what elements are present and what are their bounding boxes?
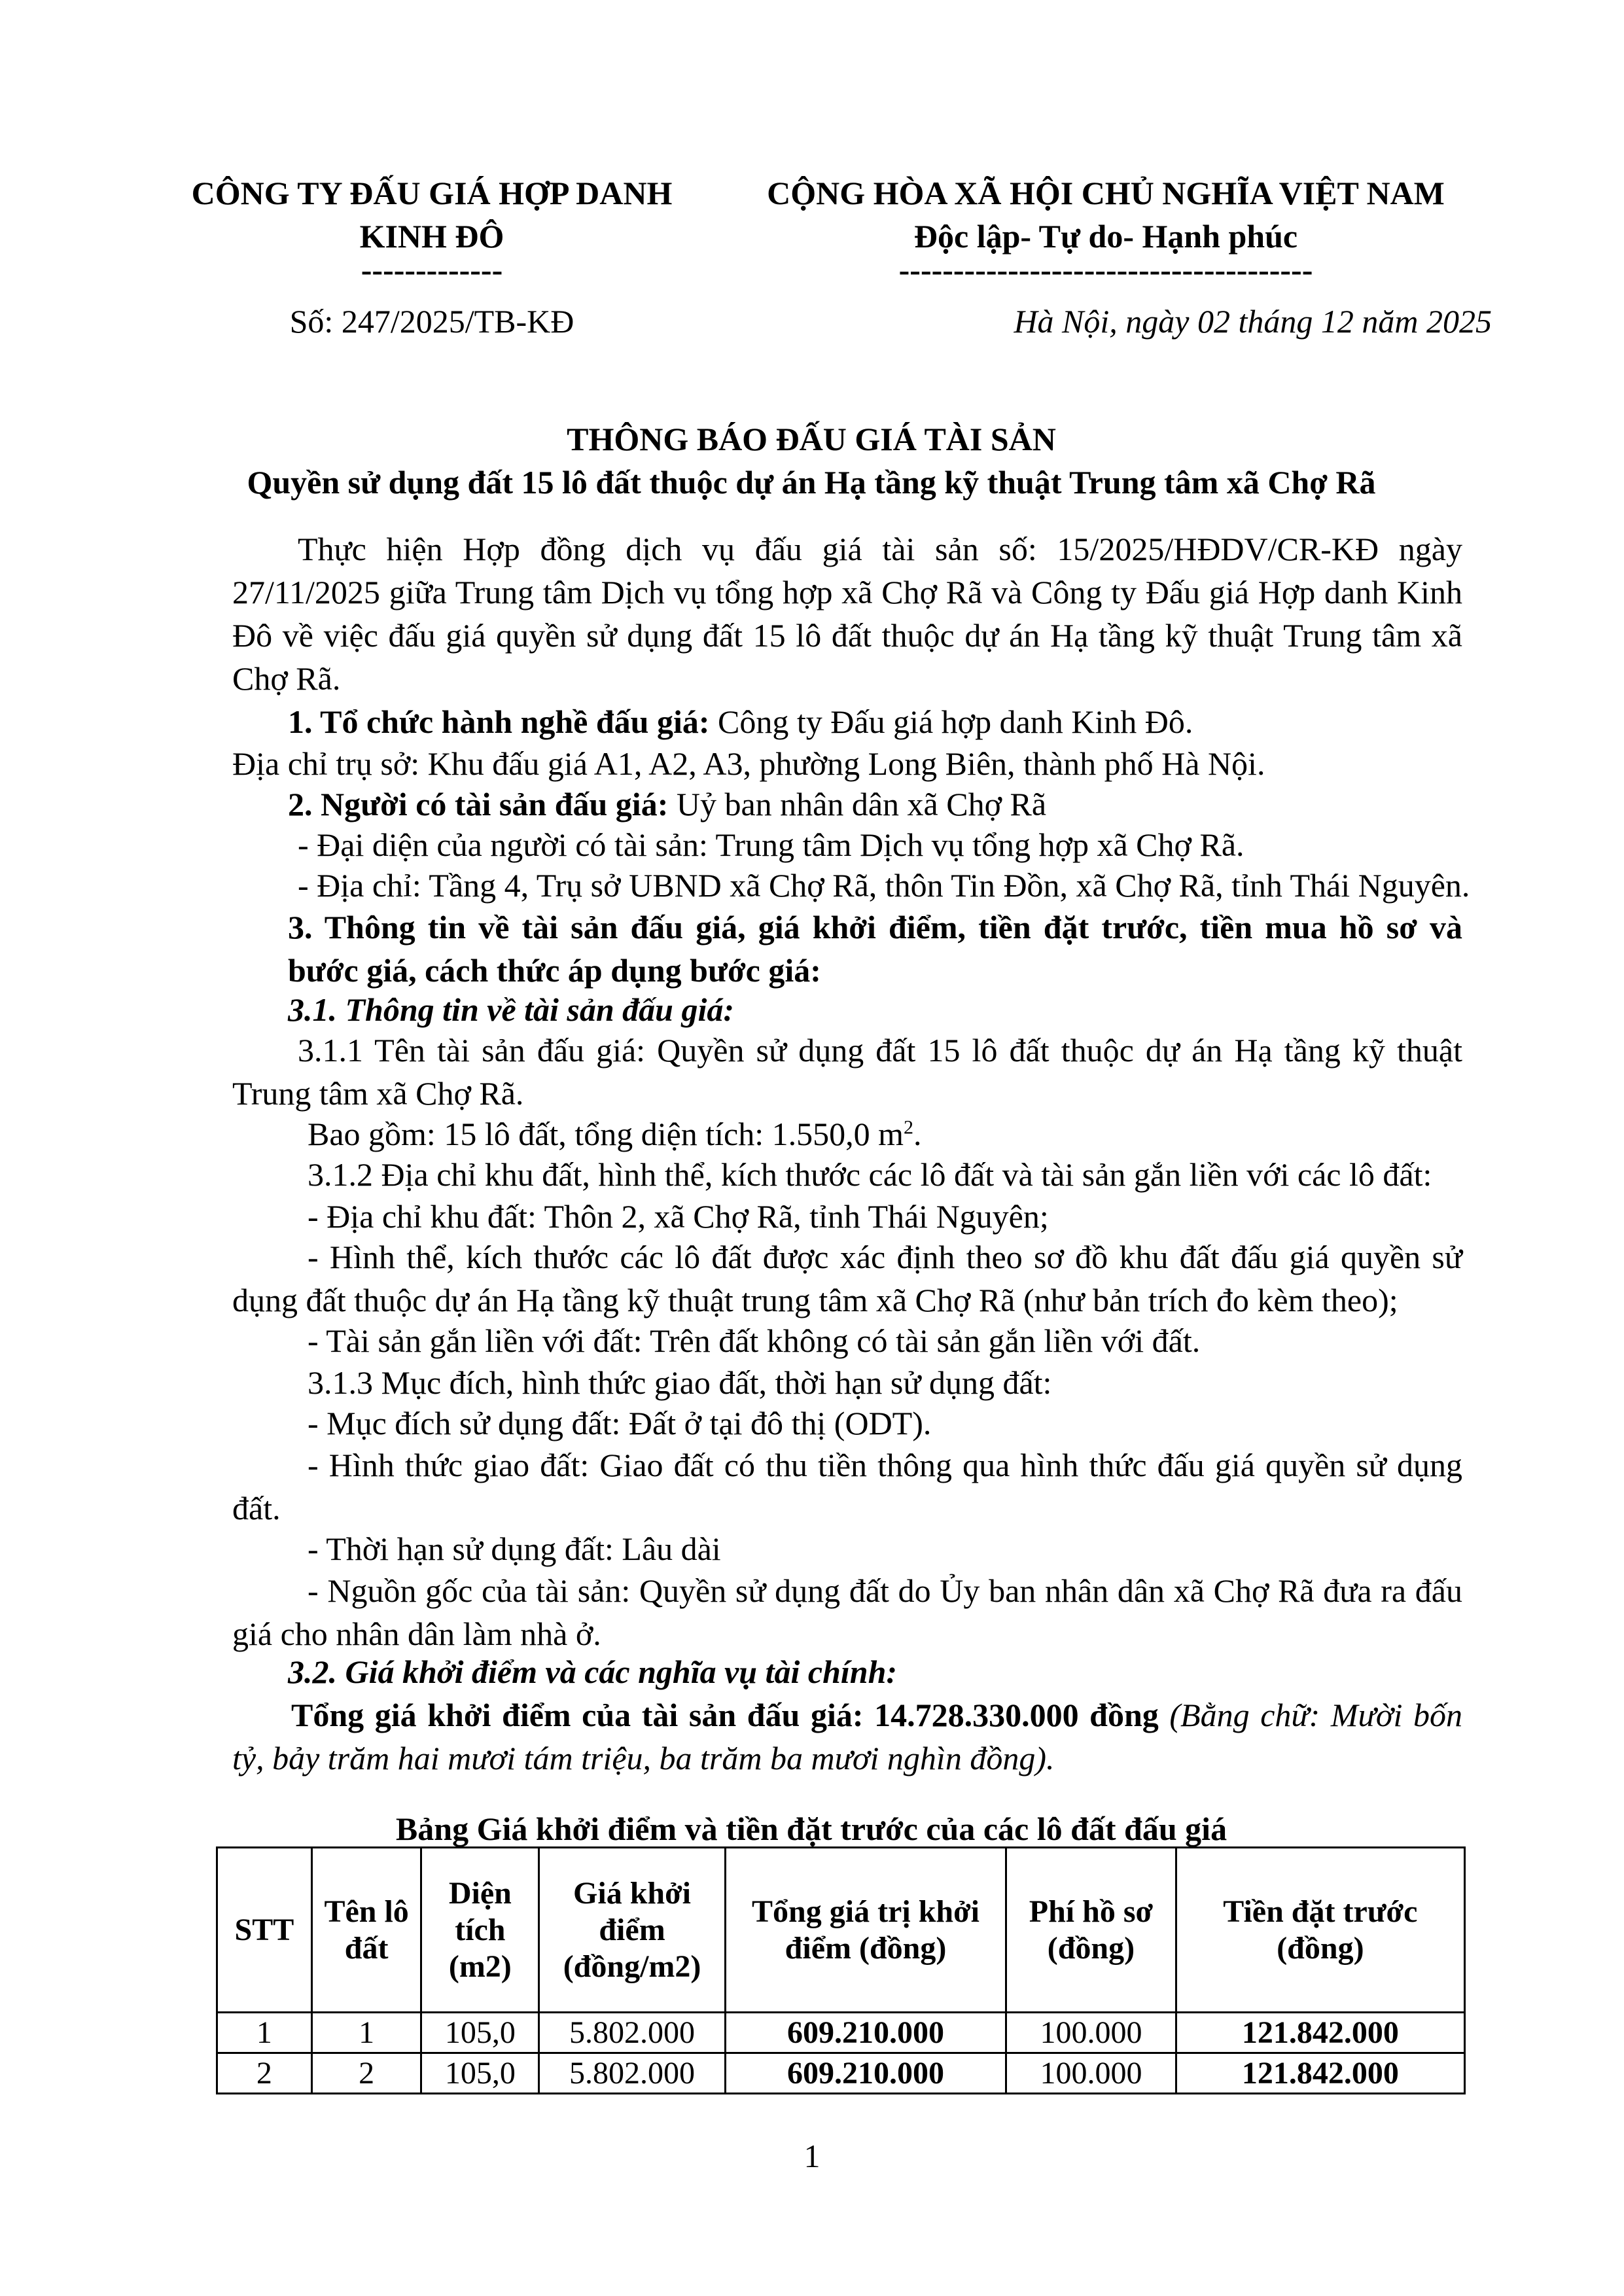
header-lot-name: Tên lô đất bbox=[311, 1848, 421, 2013]
document-number: Số: 247/2025/TB-KĐ bbox=[289, 303, 574, 340]
section-2-address: - Địa chỉ: Tầng 4, Trụ sở UBND xã Chợ Rã, thôn Tin Đồn, xã Chợ Rã, tỉnh Thái Nguyên. bbox=[298, 867, 1470, 904]
org-name-line2: KINH ĐÔ bbox=[359, 218, 504, 255]
header-stt: STT bbox=[217, 1848, 312, 2013]
section-2 bbox=[288, 783, 1046, 826]
header-area: Diện tích (m2) bbox=[421, 1848, 539, 2013]
header-unit-price: Giá khởi điểm (đồng/m2) bbox=[539, 1848, 726, 2013]
includes-text: Bao gồm: 15 lô đất, tổng diện tích: 1.550,0 m bbox=[308, 1116, 904, 1152]
cell-lot-name: 2 bbox=[311, 2053, 421, 2094]
section-3-1-3-term: - Thời hạn sử dụng đất: Lâu dài bbox=[308, 1530, 721, 1567]
document-date: Hà Nội, ngày 02 tháng 12 năm 2025 bbox=[1014, 303, 1492, 340]
section-1-address: Địa chỉ trụ sở: Khu đấu giá A1, A2, A3, phường Long Biên, thành phố Hà Nội. bbox=[232, 745, 1265, 782]
cell-area: 105,0 bbox=[421, 2013, 539, 2053]
section-3-1-heading: 3.1. Thông tin về tài sản đấu giá: bbox=[288, 991, 735, 1028]
cell-total-value: 609.210.000 bbox=[725, 2053, 1006, 2094]
cell-unit-price: 5.802.000 bbox=[539, 2013, 726, 2053]
nation-rule: -------------------------------------- bbox=[898, 251, 1313, 288]
section-2-value: Uỷ ban nhân dân xã Chợ Rã bbox=[676, 786, 1047, 822]
cell-stt: 2 bbox=[217, 2053, 312, 2094]
document-subtitle: Quyền sử dụng đất 15 lô đất thuộc dự án Hạ tầng kỹ thuật Trung tâm xã Chợ Rã bbox=[247, 464, 1376, 501]
intro-paragraph: Thực hiện Hợp đồng dịch vụ đấu giá tài sản số: 15/2025/HĐDV/CR-KĐ ngày 27/11/2025 giữa Trung tâm Dịch vụ tổng hợp xã Chợ Rã và Công ty Đấu giá Hợp danh Kinh Đô về việc đấu giá quyền sử dụng đất 15 lô đất thuộc dự án Hạ tầng kỹ thuật Trung tâm xã Chợ Rã. bbox=[232, 531, 1462, 697]
section-3-1-3-origin: - Nguồn gốc của tài sản: Quyền sử dụng đất do Ủy ban nhân dân xã Chợ Rã đưa ra đấu giá cho nhân dân làm nhà ở. bbox=[232, 1572, 1462, 1652]
cell-file-fee: 100.000 bbox=[1006, 2053, 1176, 2094]
section-2-label: 2. Người có tài sản đấu giá: bbox=[288, 786, 669, 822]
cell-lot-name: 1 bbox=[311, 2013, 421, 2053]
section-3-1-2: 3.1.2 Địa chỉ khu đất, hình thể, kích thước các lô đất và tài sản gắn liền với các lô đất: bbox=[308, 1156, 1432, 1193]
org-name-line1: CÔNG TY ĐẤU GIÁ HỢP DANH bbox=[191, 175, 673, 211]
table-row bbox=[217, 2053, 1465, 2094]
header-deposit: Tiền đặt trước (đồng) bbox=[1176, 1848, 1464, 2013]
page-number: 1 bbox=[803, 2138, 821, 2174]
cell-file-fee: 100.000 bbox=[1006, 2013, 1176, 2053]
section-3-1-1-includes bbox=[308, 1112, 922, 1156]
section-3-1-3-form: - Hình thức giao đất: Giao đất có thu tiền thông qua hình thức đấu giá quyền sử dụng đất. bbox=[232, 1447, 1462, 1527]
total-price-bold: Tổng giá khởi điểm của tài sản đấu giá: 14.728.330.000 đồng bbox=[291, 1697, 1159, 1733]
cell-total-value: 609.210.000 bbox=[725, 2013, 1006, 2053]
header-file-fee: Phí hồ sơ (đồng) bbox=[1006, 1848, 1176, 2013]
section-3-heading: 3. Thông tin về tài sản đấu giá, giá khởi điểm, tiền đặt trước, tiền mua hồ sơ và bước giá, cách thức áp dụng bước giá: bbox=[288, 909, 1462, 989]
includes-end: . bbox=[913, 1116, 922, 1152]
cell-area: 105,0 bbox=[421, 2053, 539, 2094]
table-header-row bbox=[217, 1848, 1465, 2013]
header-total-value: Tổng giá trị khởi điểm (đồng) bbox=[725, 1848, 1006, 2013]
header-right bbox=[720, 171, 1492, 288]
section-3-1-3-purpose: - Mục đích sử dụng đất: Đất ở tại đô thị (ODT). bbox=[308, 1405, 932, 1441]
section-1-value: Công ty Đấu giá hợp danh Kinh Đô. bbox=[718, 703, 1193, 740]
section-2-representative: - Đại diện của người có tài sản: Trung tâm Dịch vụ tổng hợp xã Chợ Rã. bbox=[298, 826, 1244, 863]
area-unit-superscript: 2 bbox=[904, 1116, 914, 1139]
price-table bbox=[216, 1846, 1466, 2094]
cell-deposit: 121.842.000 bbox=[1176, 2053, 1464, 2094]
section-3-1-3: 3.1.3 Mục đích, hình thức giao đất, thời hạn sử dụng đất: bbox=[308, 1364, 1052, 1401]
org-rule: ------------- bbox=[361, 251, 503, 288]
cell-deposit: 121.842.000 bbox=[1176, 2013, 1464, 2053]
section-3-1-2-attached: - Tài sản gắn liền với đất: Trên đất không có tài sản gắn liền với đất. bbox=[308, 1322, 1201, 1359]
section-1 bbox=[288, 700, 1193, 743]
nation-motto: Độc lập- Tự do- Hạnh phúc bbox=[913, 218, 1298, 255]
cell-unit-price: 5.802.000 bbox=[539, 2053, 726, 2094]
section-3-1-1: 3.1.1 Tên tài sản đấu giá: Quyền sử dụng đất 15 lô đất thuộc dự án Hạ tầng kỹ thuật Trung tâm xã Chợ Rã. bbox=[232, 1032, 1462, 1112]
table-row bbox=[217, 2013, 1465, 2053]
total-starting-price bbox=[232, 1693, 1462, 1780]
section-1-label: 1. Tổ chức hành nghề đấu giá: bbox=[288, 703, 710, 740]
section-3-1-2-shape: - Hình thể, kích thước các lô đất được xác định theo sơ đồ khu đất đấu giá quyền sử dụng đất thuộc dự án Hạ tầng kỹ thuật trung tâm xã Chợ Rã (như bản trích đo kèm theo); bbox=[232, 1239, 1462, 1318]
total-price-words: (Bằng chữ: Mười bốn tỷ, bảy trăm hai mươi tám triệu, ba trăm ba mươi nghìn đồng). bbox=[232, 1697, 1462, 1776]
table-caption: Bảng Giá khởi điểm và tiền đặt trước của các lô đất đấu giá bbox=[395, 1810, 1227, 1847]
section-3-2-heading: 3.2. Giá khởi điểm và các nghĩa vụ tài chính: bbox=[288, 1653, 898, 1690]
document-title: THÔNG BÁO ĐẤU GIÁ TÀI SẢN bbox=[567, 421, 1056, 457]
section-3-1-2-address: - Địa chỉ khu đất: Thôn 2, xã Chợ Rã, tỉnh Thái Nguyên; bbox=[308, 1198, 1049, 1235]
cell-stt: 1 bbox=[217, 2013, 312, 2053]
nation-name: CỘNG HÒA XÃ HỘI CHỦ NGHĨA VIỆT NAM bbox=[767, 175, 1445, 211]
header-left bbox=[157, 171, 707, 288]
